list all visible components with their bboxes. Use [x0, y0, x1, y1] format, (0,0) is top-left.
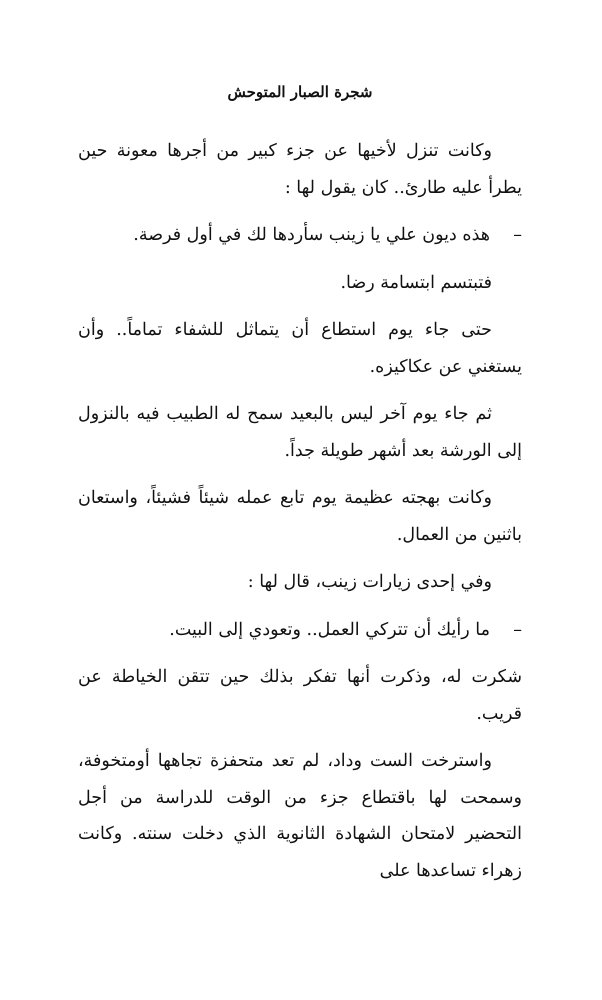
dialogue-text: ما رأيك أن تتركي العمل.. وتعودي إلى البيت. [169, 619, 490, 640]
paragraph-9: شكرت له، وذكرت أنها تفكر بذلك حين تتقن الخياطة عن قريب. [78, 667, 522, 724]
dialogue-line-1 [78, 217, 522, 254]
paragraph-10: واسترخت الست وداد، لم تعد متحفزة تجاهها أومتخوفة، وسمحت لها باقتطاع جزء من الوقت للدراسة من أجل التحضير لامتحان الشهادة الثانوية الذي دخلت سنته. وكانت زهراء تساعدها على [78, 751, 522, 881]
paragraph-5: ثم جاء يوم آخر ليس بالبعيد سمح له الطبيب فيه بالنزول إلى الورشة بعد أشهر طويلة جداً. [78, 404, 522, 461]
dialogue-line-2 [78, 612, 522, 649]
dialogue-dash: – [513, 225, 522, 245]
paragraph-4: حتى جاء يوم استطاع أن يتماثل للشفاء تماماً.. وأن يستغني عن عكاكيزه. [78, 320, 522, 377]
body-text [78, 133, 522, 900]
paragraph-7: وفي إحدى زيارات زينب، قال لها : [247, 572, 492, 592]
paragraph-3: فتبتسم ابتسامة رضا. [340, 272, 492, 293]
dialogue-dash: – [513, 619, 522, 640]
book-page [78, 0, 522, 1000]
page-title: شجرة الصبار المتوحش [227, 83, 373, 101]
dialogue-text: هذه ديون علي يا زينب سأردها لك في أول فرصة. [133, 225, 490, 245]
paragraph-6: وكانت بهجته عظيمة يوم تابع عمله شيئاً فشيئاً، واستعان باثنين من العمال. [78, 488, 522, 545]
paragraph-1: وكانت تنزل لأخيها عن جزء كبير من أجرها معونة حين يطرأ عليه طارئ.. كان يقول لها : [78, 141, 522, 198]
